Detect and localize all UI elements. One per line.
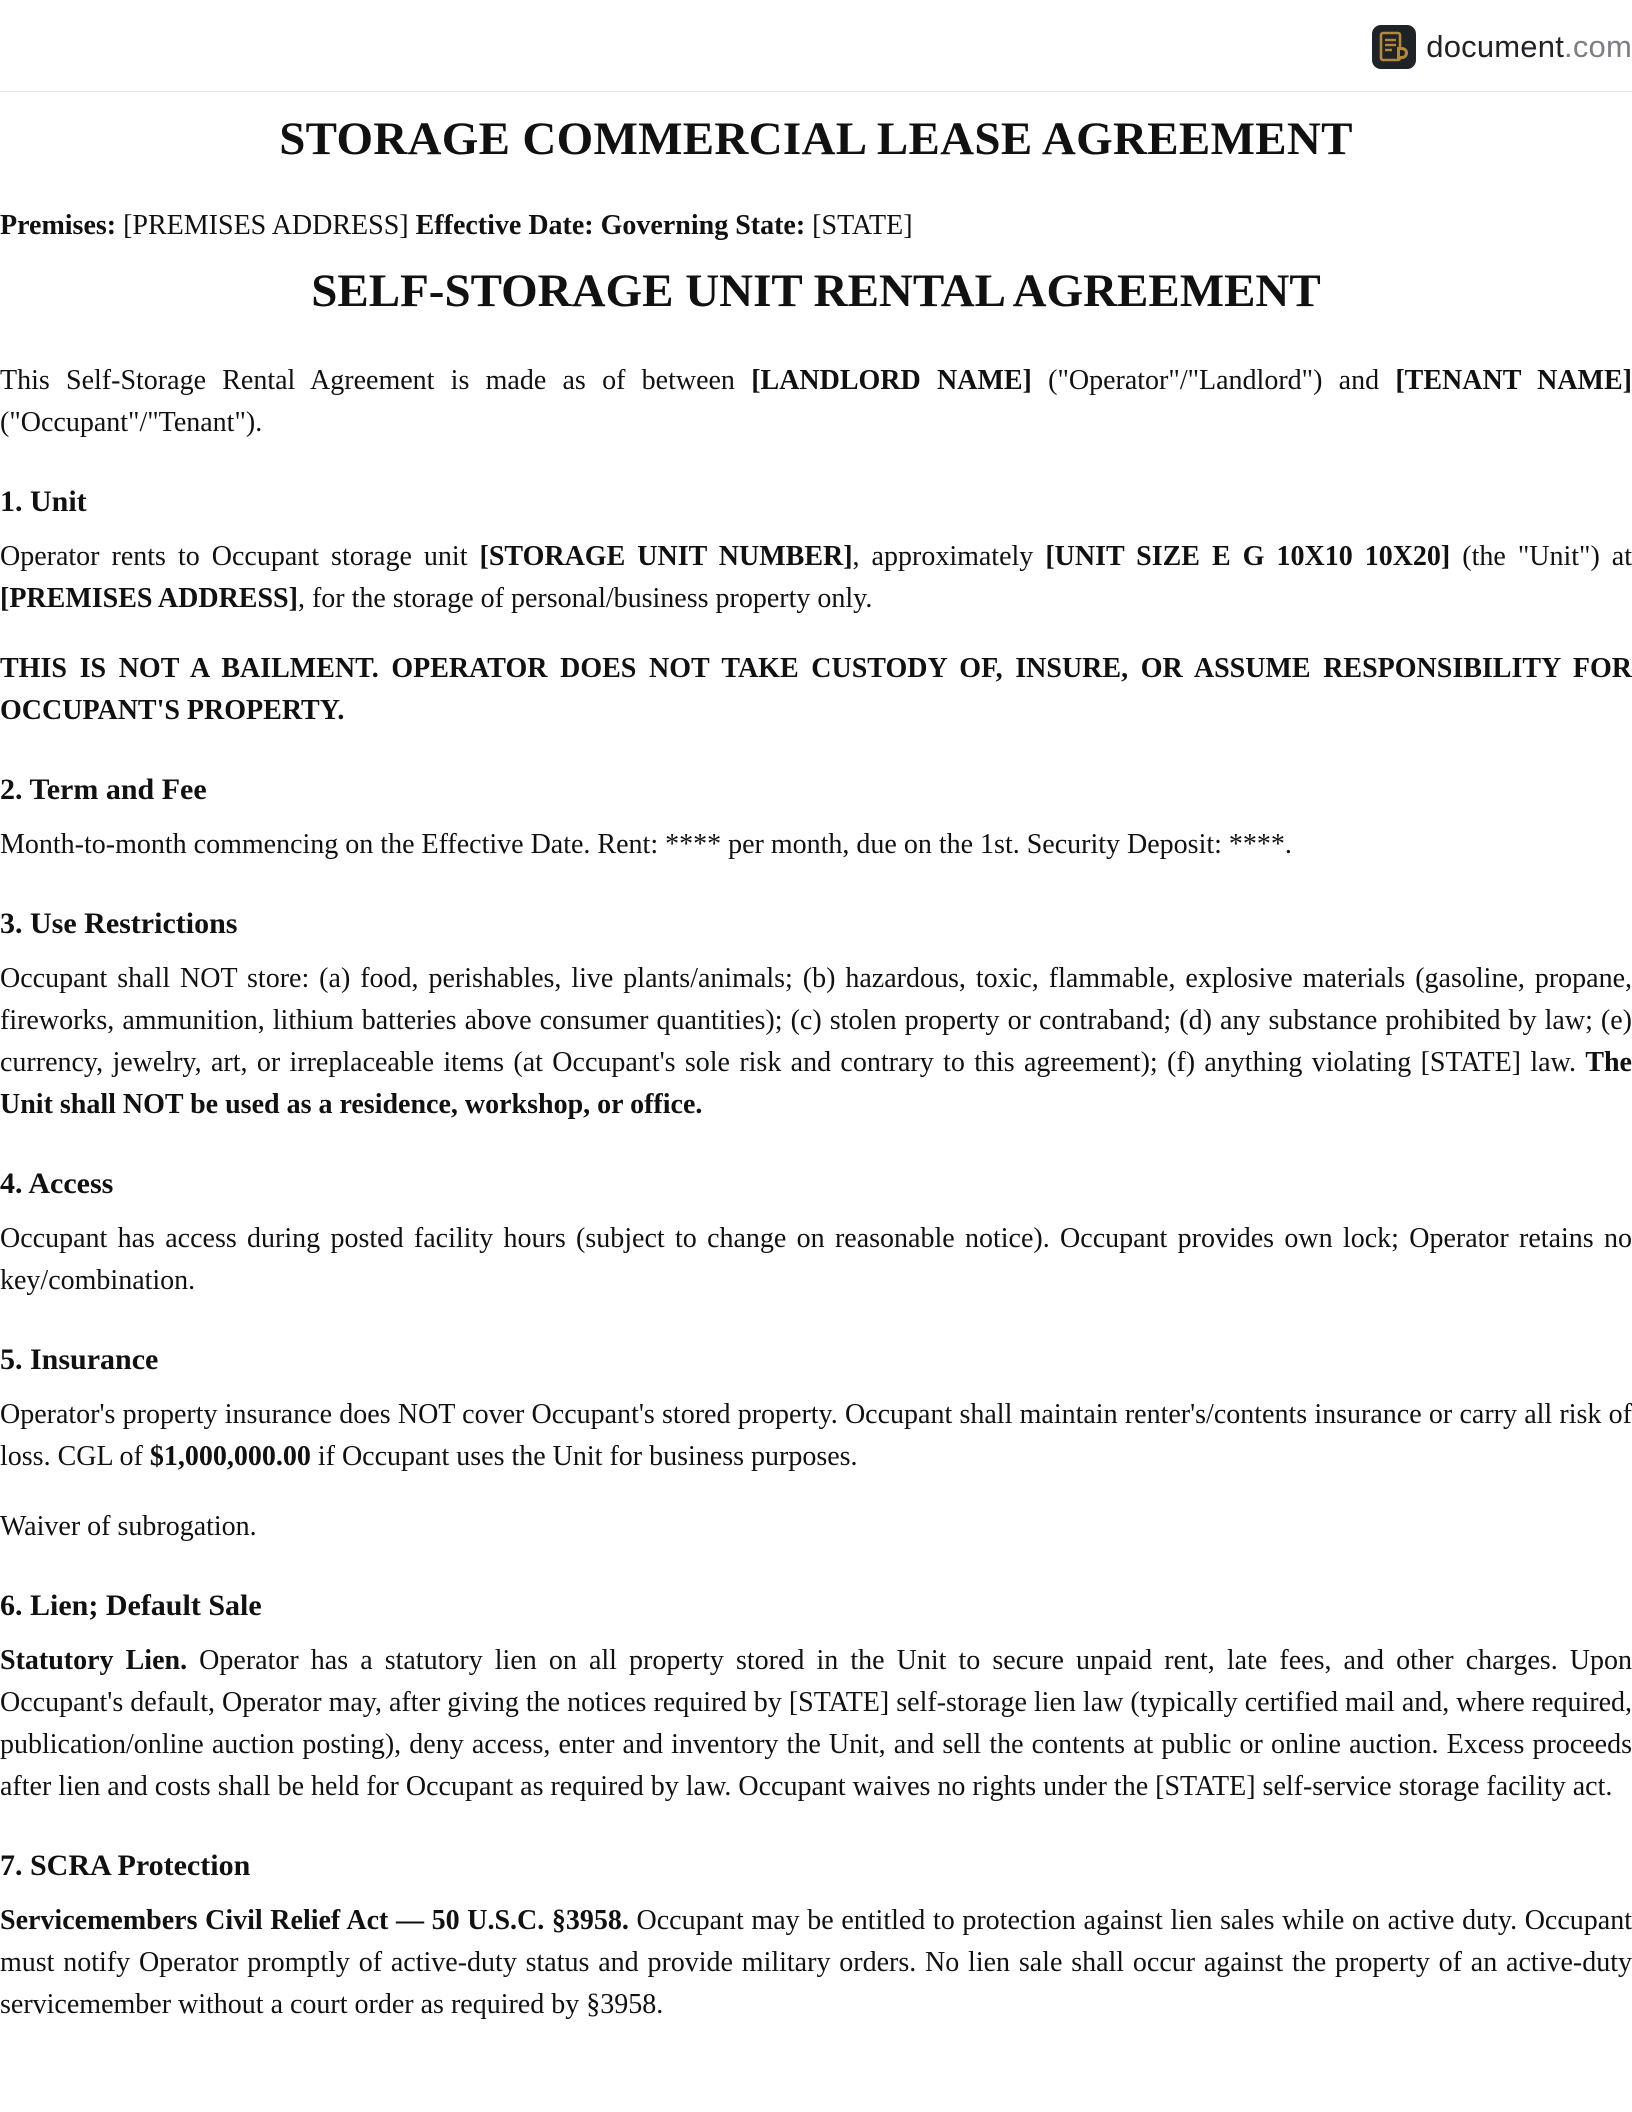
unit-text-1: Operator rents to Occupant storage unit <box>0 541 480 572</box>
landlord-name-placeholder: [LANDLORD NAME] <box>751 365 1032 396</box>
governing-state-value: [STATE] <box>812 210 913 241</box>
lien-lead: Statutory Lien. <box>0 1645 188 1676</box>
premises-label: Premises: <box>0 210 117 241</box>
scra-text: Occupant may be entitled to protection against lien sales while on active duty. Occupant must notify Operator promptly of active-duty status and provide military orders. No lien sale shall occur against the property of an active-duty servicemember without a court order as required by §3958. <box>0 1905 1632 2020</box>
scra-lead: Servicemembers Civil Relief Act — 50 U.S.C. §3958. <box>0 1905 629 1936</box>
brand-text <box>1426 29 1632 65</box>
intro-text-1: This Self-Storage Rental Agreement is made as of between <box>0 365 752 396</box>
unit-text-4: , for the storage of personal/business property only. <box>297 583 873 614</box>
document-logo-icon <box>1372 25 1416 69</box>
document-meta-line <box>0 210 1632 242</box>
premises-value: [PREMISES ADDRESS] <box>123 210 409 241</box>
intro-paragraph <box>0 360 1632 444</box>
intro-text-3: ("Occupant"/"Tenant"). <box>0 407 263 438</box>
use-restrictions-bold: The Unit shall NOT be used as a residence, workshop, or office. <box>0 1047 1632 1120</box>
cgl-amount: $1,000,000.00 <box>149 1441 311 1472</box>
section-heading-lien: 6. Lien; Default Sale <box>0 1589 262 1622</box>
section-heading-term: 2. Term and Fee <box>0 773 207 806</box>
unit-size-placeholder: [UNIT SIZE E G 10X10 10X20] <box>1045 541 1451 572</box>
tenant-name-placeholder: [TENANT NAME] <box>1395 365 1632 396</box>
insurance-text-1: Operator's property insurance does NOT cover Occupant's stored property. Occupant shall maintain renter's/contents insurance or carry all risk of loss. CGL of <box>0 1399 1632 1472</box>
use-restrictions-paragraph <box>0 958 1632 1126</box>
unit-text-2: , approximately <box>852 541 1046 572</box>
section-heading-insurance: 5. Insurance <box>0 1343 159 1376</box>
section-heading-use-restrictions: 3. Use Restrictions <box>0 907 238 940</box>
unit-number-placeholder: [STORAGE UNIT NUMBER] <box>479 541 853 572</box>
unit-premises-placeholder: [PREMISES ADDRESS] <box>0 583 298 614</box>
access-paragraph: Occupant has access during posted facility hours (subject to change on reasonable notice). Occupant provides own lock; Operator retains no key/combination. <box>0 1223 1632 1296</box>
waiver-paragraph: Waiver of subrogation. <box>0 1511 257 1542</box>
document-body <box>0 108 1632 2026</box>
insurance-paragraph <box>0 1394 1632 1478</box>
lien-text: Operator has a statutory lien on all property stored in the Unit to secure unpaid rent, late fees, and other charges. Upon Occupant's default, Operator may, after giving the notices required by [STATE] self-storage lien law (typically certified mail and, where required, publication/online auction posting), deny access, enter and inventory the Unit, and sell the contents at public or online auction. Excess proceeds after lien and costs shall be held for Occupant as required by law. Occupant waives no rights under the [STATE] self-service storage facility act. <box>0 1645 1632 1802</box>
section-heading-unit: 1. Unit <box>0 485 87 518</box>
document-subtitle: SELF-STORAGE UNIT RENTAL AGREEMENT <box>311 265 1321 317</box>
document-title: STORAGE COMMERCIAL LEASE AGREEMENT <box>279 113 1353 165</box>
lien-paragraph <box>0 1640 1632 1808</box>
top-bar <box>0 0 1632 92</box>
brand-name: document <box>1426 29 1565 64</box>
unit-text-3: (the "Unit") at <box>1450 541 1632 572</box>
brand-tld: .com <box>1564 29 1632 64</box>
term-paragraph: Month-to-month commencing on the Effective Date. Rent: **** per month, due on the 1st. Security Deposit: ****. <box>0 829 1292 860</box>
brand-logo[interactable] <box>1372 24 1632 70</box>
insurance-text-2: if Occupant uses the Unit for business purposes. <box>310 1441 858 1472</box>
scra-paragraph <box>0 1900 1632 2026</box>
section-heading-access: 4. Access <box>0 1167 114 1200</box>
bailment-notice: THIS IS NOT A BAILMENT. OPERATOR DOES NOT TAKE CUSTODY OF, INSURE, OR ASSUME RESPONSIBILITY FOR OCCUPANT'S PROPERTY. <box>0 653 1632 726</box>
unit-paragraph <box>0 536 1632 620</box>
governing-state-label: Governing State: <box>600 210 806 241</box>
intro-text-2: ("Operator"/"Landlord") and <box>1031 365 1396 396</box>
effective-date-label: Effective Date: <box>415 210 594 241</box>
section-heading-scra: 7. SCRA Protection <box>0 1849 251 1882</box>
use-restrictions-text: Occupant shall NOT store: (a) food, perishables, live plants/animals; (b) hazardous, toxic, flammable, explosive materials (gasoline, propane, fireworks, ammunition, lithium batteries above consumer quantities); (c) stolen property or contraband; (d) any substance prohibited by law; (e) currency, jewelry, art, or irreplaceable items (at Occupant's sole risk and contrary to this agreement); (f) anything violating [STATE] law. <box>0 963 1632 1078</box>
